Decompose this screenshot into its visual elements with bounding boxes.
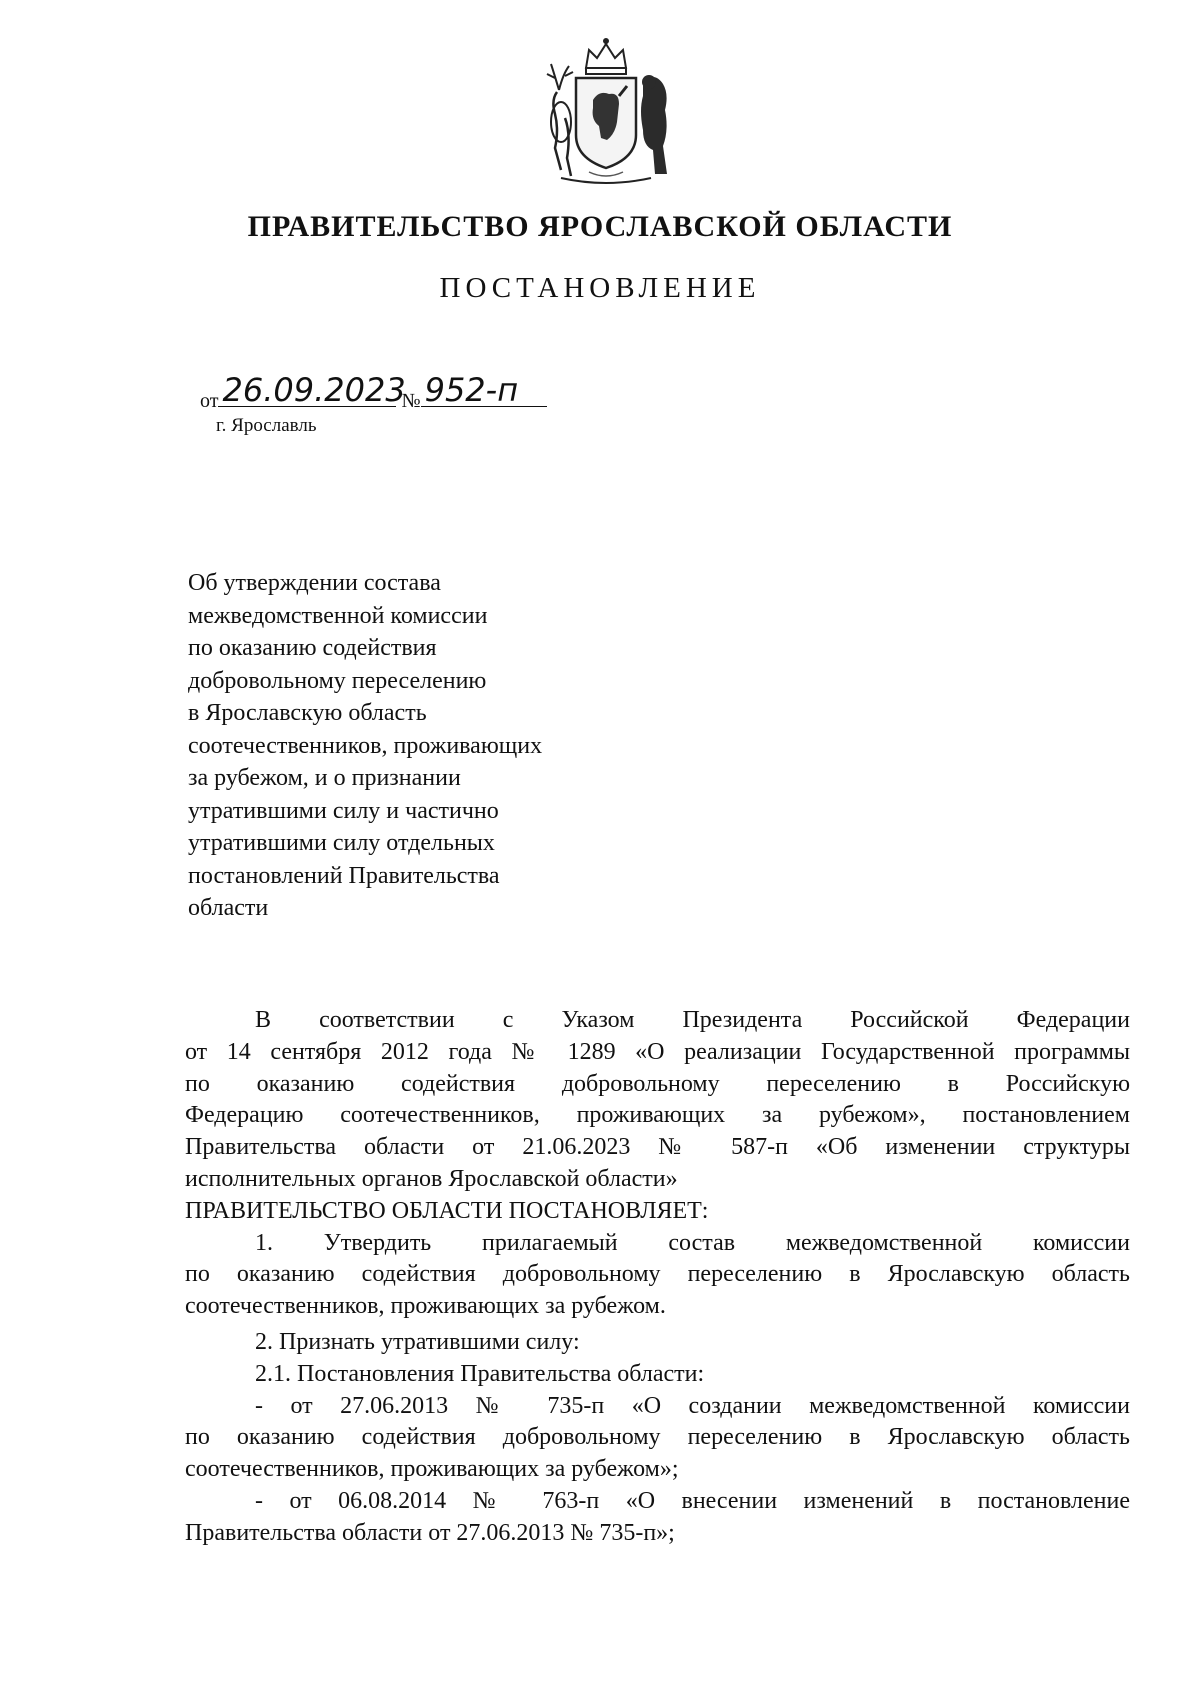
item-2-1-a	[185, 1391, 1130, 1486]
item-1-line: соотечественников, проживающих за рубежом.	[185, 1293, 666, 1320]
preamble-paragraph	[185, 1005, 1130, 1196]
number-label: №	[401, 390, 421, 412]
item-2-1-b-line: Правительства области от 27.06.2013 № 735-п»;	[185, 1519, 675, 1546]
from-label: от	[200, 390, 219, 412]
document-body	[185, 1005, 1130, 1550]
subject-line: за рубежом, и о признании	[188, 765, 461, 791]
subject-line: межведомственной комиссии	[188, 602, 488, 629]
subject-line: соотечественников, проживающих	[188, 732, 543, 759]
document-date: 26.09.2023	[218, 374, 396, 407]
document-number: 952-п	[421, 374, 547, 407]
preamble-line: В соответствии с Указом Президента Российской Федерации	[255, 1007, 1130, 1033]
item-2-1-a-line: - от 27.06.2013 № 735-п «О создании межведомственной комиссии	[255, 1392, 1130, 1419]
item-1-line: 1. Утвердить прилагаемый состав межведомственной комиссии	[255, 1229, 1130, 1256]
government-title: ПРАВИТЕЛЬСТВО ЯРОСЛАВСКОЙ ОБЛАСТИ	[247, 210, 953, 243]
document-type: ПОСТАНОВЛЕНИЕ	[439, 272, 761, 304]
subject-line: утратившими силу отдельных	[188, 830, 495, 856]
preamble-line: исполнительных органов Ярославской области»	[185, 1165, 678, 1192]
preamble-line: Федерацию соотечественников, проживающих за рубежом», постановлением	[185, 1102, 1130, 1129]
yaroslavl-coat-of-arms-icon	[531, 30, 681, 190]
date-number-line	[200, 371, 547, 413]
resolves-heading: ПРАВИТЕЛЬСТВО ОБЛАСТИ ПОСТАНОВЛЯЕТ:	[185, 1197, 709, 1224]
subject-line: Об утверждении состава	[188, 570, 441, 596]
preamble-line: от 14 сентября 2012 года № 1289 «О реализации Государственной программы	[185, 1038, 1130, 1065]
item-2-1: 2.1. Постановления Правительства области:	[255, 1360, 705, 1387]
item-2-1-b	[185, 1486, 1130, 1550]
item-2-1-a-line: по оказанию содействия добровольному переселению в Ярославскую область	[185, 1424, 1130, 1451]
item-2-1-b-line: - от 06.08.2014 № 763-п «О внесении изменений в постановление	[255, 1487, 1130, 1514]
item-1-line: по оказанию содействия добровольному переселению в Ярославскую область	[185, 1261, 1130, 1288]
subject-line: области	[188, 895, 269, 921]
document-subject	[188, 567, 658, 925]
subject-line: постановлений Правительства	[188, 862, 500, 889]
item-2: 2. Признать утратившими силу:	[255, 1328, 580, 1355]
subject-line: добровольному переселению	[188, 667, 487, 694]
subject-line: по оказанию содействия	[188, 635, 437, 661]
item-2-1-a-line: соотечественников, проживающих за рубежом»;	[185, 1456, 679, 1483]
subject-line: утратившими силу и частично	[188, 797, 499, 824]
subject-line: в Ярославскую область	[188, 700, 427, 726]
document-city: г. Ярославль	[216, 415, 317, 436]
preamble-line: по оказанию содействия добровольному переселению в Российскую	[185, 1070, 1130, 1097]
preamble-line: Правительства области от 21.06.2023 № 587-п «Об изменении структуры	[185, 1134, 1130, 1161]
item-1	[185, 1228, 1130, 1323]
